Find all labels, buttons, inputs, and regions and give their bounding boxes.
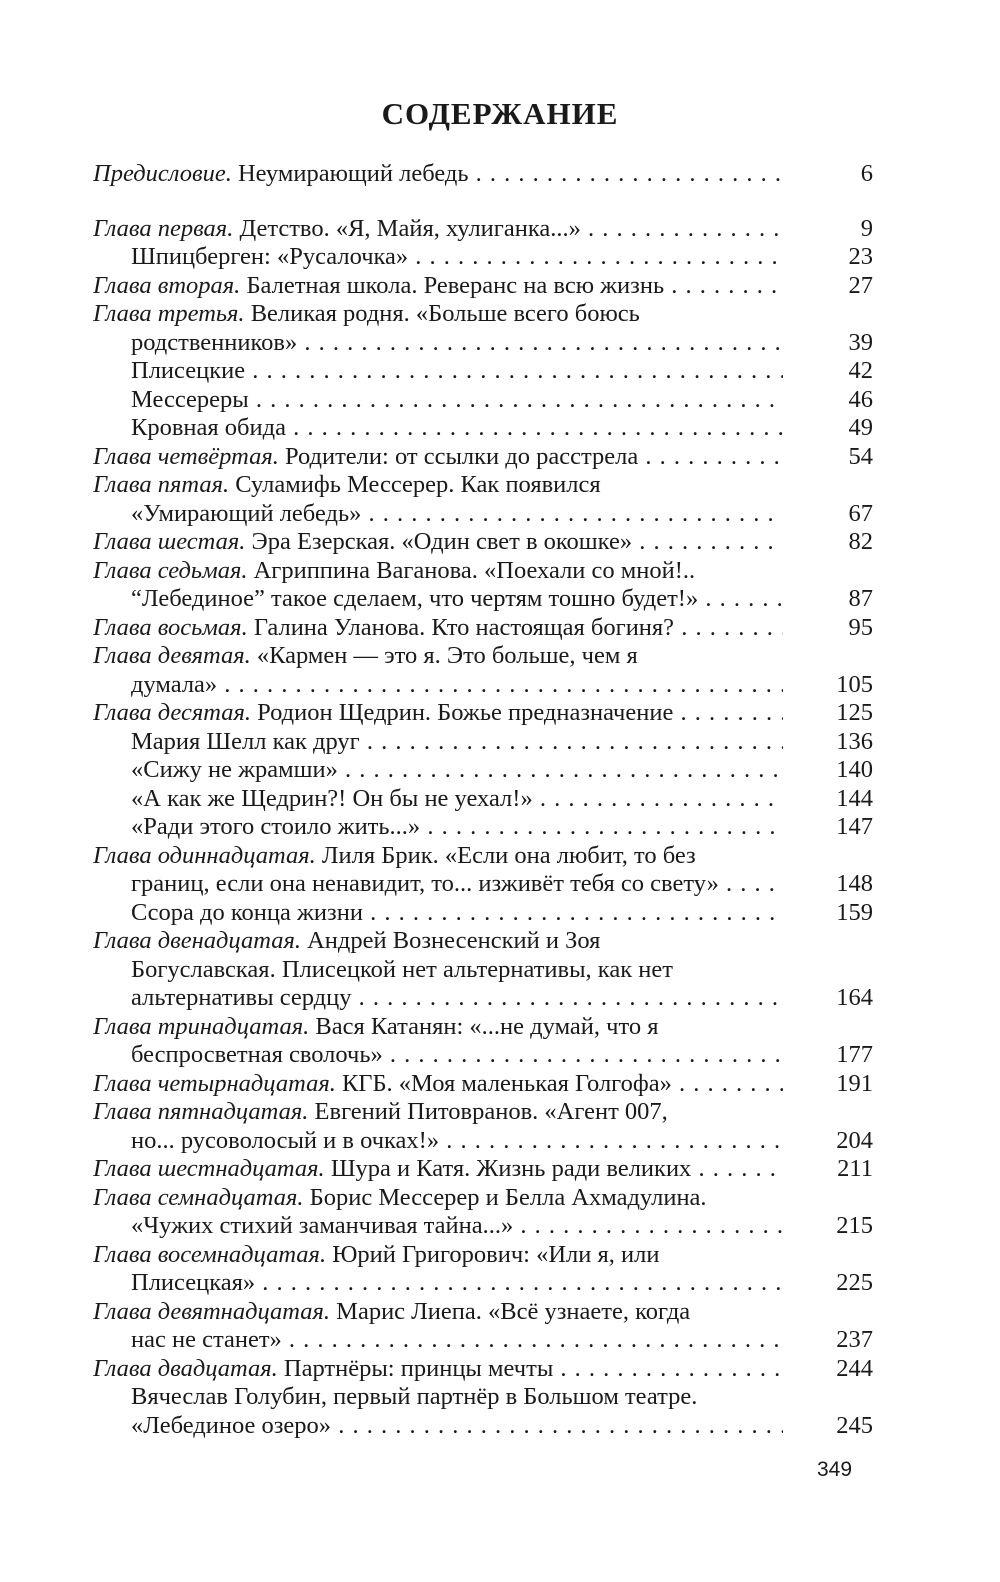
chapter-prefix: Глава семнадцатая.: [93, 1183, 304, 1211]
chapter-title: «Чужих стихий заманчивая тайна...»: [131, 1212, 514, 1239]
chapter-title: Великая родня. «Больше всего боюсь: [244, 300, 640, 327]
toc-entry-text: [131, 386, 783, 415]
toc-entry: [93, 1041, 873, 1070]
chapter-title: Лиля Брик. «Если она любит, то без: [315, 841, 696, 869]
chapter-prefix: Глава десятая.: [93, 699, 251, 726]
toc-entry-text: [93, 842, 783, 871]
toc-entry-text: [131, 329, 783, 358]
toc-entry: [93, 1241, 873, 1270]
toc-entry-text: [131, 813, 783, 842]
toc-page-number: 136: [836, 727, 873, 755]
chapter-prefix: Глава одиннадцатая.: [93, 841, 316, 869]
toc-entry-text: [131, 585, 783, 614]
chapter-title: Борис Мессерер и Белла Ахмадулина.: [303, 1183, 707, 1211]
chapter-title: КГБ. «Моя маленькая Голгофа»: [335, 1069, 672, 1097]
toc-entry: [93, 1212, 873, 1241]
chapter-title: «Ради этого стоило жить...»: [131, 813, 421, 840]
toc-entry-text: [131, 1412, 783, 1441]
toc-entry: [93, 1184, 873, 1213]
toc-entry-text: [131, 1127, 783, 1156]
toc-entry-text: [93, 927, 783, 956]
chapter-title: Кровная обида: [131, 414, 286, 441]
chapter-title: альтернативы сердцу: [131, 984, 352, 1011]
toc-entry-text: [93, 1184, 783, 1213]
chapter-title: Богуславская. Плисецкой нет альтернативы, как нет: [131, 955, 673, 983]
toc-entry-text: [131, 414, 783, 443]
toc-entry-text: [131, 1269, 783, 1298]
toc-entry: [93, 842, 873, 871]
toc-entry: [93, 357, 873, 386]
chapter-prefix: Глава двенадцатая.: [93, 927, 301, 954]
toc-entry-text: [93, 215, 783, 244]
toc-entry-text: [93, 614, 783, 643]
toc-entry-text: [131, 870, 783, 899]
toc-page-number: 49: [848, 414, 873, 441]
toc-entry-text: [131, 728, 783, 757]
toc-page-number: 27: [848, 271, 873, 299]
chapter-title: Евгений Питовранов. «Агент 007,: [308, 1098, 668, 1125]
chapter-title: Андрей Вознесенский и Зоя: [300, 927, 601, 954]
toc-page-number: 191: [836, 1069, 873, 1097]
chapter-title: Вася Катанян: «...не думай, что я: [309, 1012, 659, 1040]
toc-page-number: 125: [836, 699, 873, 726]
chapter-title: нас не станет»: [131, 1326, 282, 1353]
toc-entry: [93, 1155, 873, 1184]
chapter-title: Ссора до конца жизни: [131, 898, 363, 926]
chapter-title: Партнёры: принцы мечты: [277, 1354, 554, 1382]
toc-page-number: 144: [836, 784, 873, 812]
toc-entry-text: [131, 1212, 783, 1241]
toc-page-number: 46: [848, 385, 873, 413]
toc-entry: [93, 1070, 873, 1099]
chapter-title: Галина Уланова. Кто настоящая богиня?: [247, 613, 675, 641]
chapter-title: Родион Щедрин. Божье предназначение: [250, 699, 674, 726]
chapter-title: Плисецкая»: [131, 1269, 256, 1296]
chapter-title: «А как же Щедрин?! Он бы не уехал!»: [131, 784, 533, 812]
chapter-prefix: Глава двадцатая.: [93, 1354, 278, 1382]
toc-entry: [93, 870, 873, 899]
toc-entry: [93, 215, 873, 244]
toc-entry: [93, 272, 873, 301]
toc-page-number: 148: [836, 870, 873, 897]
chapter-title: Шура и Катя. Жизнь ради великих: [324, 1155, 692, 1182]
toc-page-number: 9: [860, 214, 873, 242]
chapter-title: «Кармен — это я. Это больше, чем я: [250, 642, 638, 669]
chapter-prefix: Глава девятнадцатая.: [93, 1297, 331, 1325]
chapter-title: Балетная школа. Реверанс на всю жизнь: [240, 271, 665, 299]
toc-page-number: 164: [836, 984, 873, 1011]
toc-entry-text: [93, 1241, 783, 1270]
toc-entry: [93, 414, 873, 443]
toc-entry-text: [131, 500, 783, 529]
toc-entry-text: [131, 243, 783, 272]
toc-entry-text: [131, 671, 783, 700]
toc-entry: [93, 243, 873, 272]
toc-entry-text: [131, 785, 783, 814]
toc-entry-text: [93, 557, 783, 586]
page-number: 349: [817, 1458, 853, 1481]
toc-entry-text: [93, 642, 783, 671]
toc-page-number: 211: [837, 1155, 873, 1182]
chapter-prefix: Глава девятая.: [93, 642, 251, 669]
toc-entry: [93, 528, 873, 557]
toc-page-number: 140: [836, 756, 873, 783]
toc-entry: [93, 160, 873, 189]
toc-entry: [93, 500, 873, 529]
toc-entry-text: [93, 160, 783, 189]
chapter-title: Неумирающий лебедь: [231, 160, 469, 187]
toc-entry: [93, 956, 873, 985]
chapter-title: Вячеслав Голубин, первый партнёр в Большом театре.: [131, 1383, 698, 1410]
chapter-prefix: Глава шестая.: [93, 528, 246, 555]
chapter-title: Юрий Григорович: «Или я, или: [326, 1240, 660, 1268]
toc-entry-text: [131, 956, 783, 985]
chapter-title: Родители: от ссылки до расстрела: [278, 442, 639, 470]
toc-entry-text: [93, 699, 783, 728]
chapter-prefix: Глава четвёртая.: [93, 442, 279, 470]
toc-page-number: 95: [848, 613, 873, 641]
toc-entry: [93, 927, 873, 956]
toc-entry-text: [93, 1298, 783, 1327]
toc-entry-text: [93, 443, 783, 472]
toc-entry-text: [131, 357, 783, 386]
toc-entry-text: [93, 528, 783, 557]
toc-entry: [93, 1355, 873, 1384]
toc-page-number: 225: [836, 1269, 873, 1296]
toc-page-number: 23: [848, 243, 873, 270]
chapter-title: «Умирающий лебедь»: [131, 499, 362, 527]
toc-entry-text: [131, 1041, 783, 1070]
toc-page-number: 237: [836, 1326, 873, 1353]
toc-entry: [93, 728, 873, 757]
chapter-prefix: Глава пятая.: [93, 471, 230, 498]
toc-entry: [93, 1383, 873, 1412]
toc-entry: [93, 671, 873, 700]
toc-entry-text: [93, 1155, 783, 1184]
chapter-title: границ, если она ненавидит, то... изживёт тебя со свету»: [131, 870, 719, 897]
chapter-title: но... русоволосый и в очках!»: [131, 1126, 440, 1154]
toc-page-number: 39: [848, 328, 873, 356]
toc-page-number: 177: [836, 1041, 873, 1068]
toc-entry: [93, 1098, 873, 1127]
chapter-title: беспросветная сволочь»: [131, 1041, 383, 1068]
toc-page-number: 245: [836, 1411, 873, 1439]
toc-page-number: 105: [836, 670, 873, 698]
chapter-title: Плисецкие: [131, 357, 246, 384]
toc-entry: [93, 614, 873, 643]
chapter-title: Мессереры: [131, 385, 249, 413]
toc-entry: [93, 471, 873, 500]
toc-entry-text: [93, 1098, 783, 1127]
toc-page-number: 204: [836, 1126, 873, 1154]
toc-entry-text: [131, 1383, 783, 1412]
toc-entry: [93, 1127, 873, 1156]
chapter-prefix: Глава пятнадцатая.: [93, 1098, 309, 1125]
toc-entry-text: [93, 300, 783, 329]
chapter-title: «Сижу не жрамши»: [131, 756, 338, 783]
toc-entry: [93, 443, 873, 472]
toc-entry-text: [93, 1355, 783, 1384]
table-of-contents: [93, 160, 873, 1440]
toc-entry-text: [131, 984, 783, 1013]
toc-page-number: 147: [836, 813, 873, 840]
chapter-title: Шпицберген: «Русалочка»: [131, 243, 409, 270]
toc-entry: [93, 329, 873, 358]
toc-page-number: 215: [836, 1212, 873, 1239]
toc-entry-text: [131, 899, 783, 928]
toc-entry-text: [93, 272, 783, 301]
chapter-title: «Лебединое озеро»: [131, 1411, 332, 1439]
toc-entry: [93, 1298, 873, 1327]
chapter-title: Мария Шелл как друг: [131, 727, 360, 755]
toc-entry: [93, 756, 873, 785]
toc-entry: [93, 1269, 873, 1298]
chapter-title: думала»: [131, 670, 218, 698]
toc-page-number: 244: [836, 1354, 873, 1382]
toc-entry-text: [93, 471, 783, 500]
toc-entry: [93, 785, 873, 814]
toc-page-number: 82: [848, 528, 873, 555]
toc-entry-text: [93, 1013, 783, 1042]
toc-page-number: 159: [836, 898, 873, 926]
toc-entry-text: [131, 1326, 783, 1355]
chapter-prefix: Глава первая.: [93, 214, 234, 242]
chapter-prefix: Глава третья.: [93, 300, 245, 327]
toc-entry: [93, 557, 873, 586]
chapter-prefix: Глава седьмая.: [93, 556, 248, 584]
toc-entry: [93, 899, 873, 928]
chapter-title: Эра Езерская. «Один свет в окошке»: [245, 528, 633, 555]
chapter-prefix: Глава тринадцатая.: [93, 1012, 310, 1040]
toc-page-number: 6: [860, 160, 873, 187]
chapter-prefix: Глава восьмая.: [93, 613, 248, 641]
toc-entry: [93, 1412, 873, 1441]
toc-page-number: 67: [848, 499, 873, 527]
chapter-prefix: Глава вторая.: [93, 271, 241, 299]
toc-page-number: 54: [848, 442, 873, 470]
toc-entry: [93, 386, 873, 415]
toc-entry-text: [131, 756, 783, 785]
toc-entry: [93, 1326, 873, 1355]
chapter-title: Марис Лиепа. «Всё узнаете, когда: [330, 1297, 691, 1325]
toc-entry: [93, 300, 873, 329]
chapter-title: Детство. «Я, Майя, хулиганка...»: [233, 214, 581, 242]
chapter-title: Агриппина Ваганова. «Поехали со мной!..: [247, 556, 696, 584]
toc-entry: [93, 642, 873, 671]
toc-entry: [93, 699, 873, 728]
chapter-title: Суламифь Мессерер. Как появился: [229, 471, 601, 498]
toc-entry-text: [93, 1070, 783, 1099]
chapter-prefix: Глава четырнадцатая.: [93, 1069, 336, 1097]
chapter-title: родственников»: [131, 328, 298, 356]
chapter-prefix: Глава восемнадцатая.: [93, 1240, 327, 1268]
toc-page-number: 87: [848, 585, 873, 612]
toc-entry: [93, 984, 873, 1013]
toc-entry: [93, 585, 873, 614]
toc-entry: [93, 813, 873, 842]
toc-entry: [93, 1013, 873, 1042]
toc-page-number: 42: [848, 357, 873, 384]
chapter-prefix: Глава шестнадцатая.: [93, 1155, 325, 1182]
chapter-prefix: Предисловие.: [93, 160, 232, 187]
chapter-title: “Лебединое” такое сделаем, что чертям тошно будет!»: [131, 585, 699, 612]
page-title: СОДЕРЖАНИЕ: [381, 96, 619, 131]
